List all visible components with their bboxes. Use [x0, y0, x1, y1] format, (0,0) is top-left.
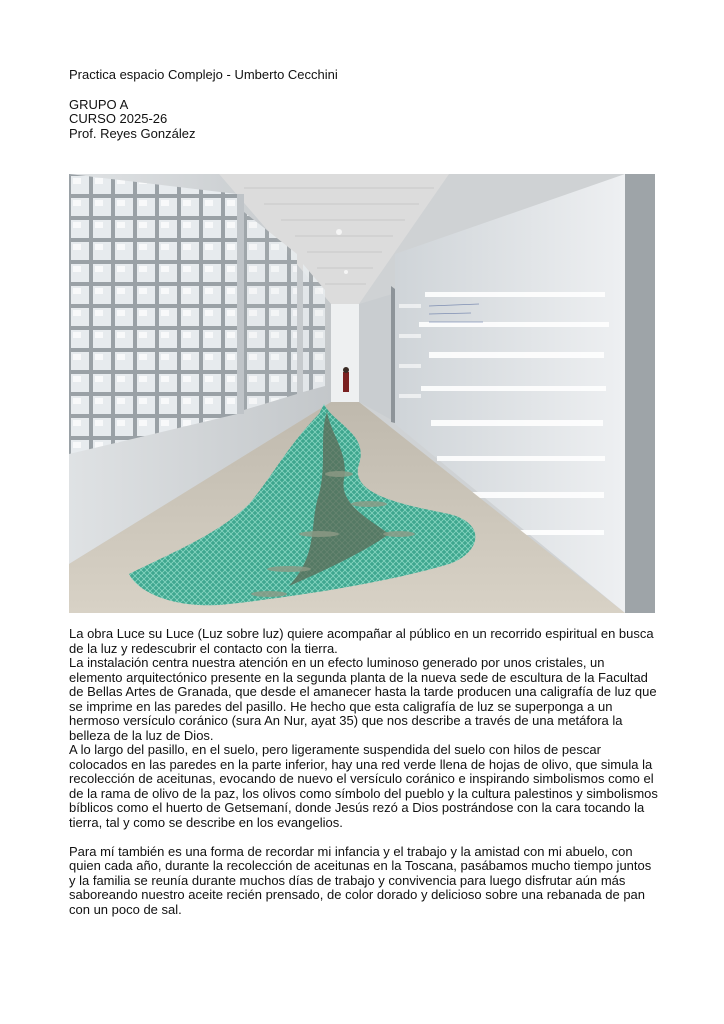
article-body	[69, 627, 661, 917]
document-title: Practica espacio Complejo - Umberto Cecchini	[69, 67, 338, 82]
paragraph-intro: La obra Luce su Luce (Luz sobre luz) quiere acompañar al público en un recorrido espiritual en busca de la luz y redescubrir el contacto con la tierra.	[69, 626, 654, 656]
course-label: CURSO 2025-26	[69, 111, 168, 126]
professor-label: Prof. Reyes González	[69, 125, 196, 141]
corridor-installation-photo	[69, 174, 655, 613]
photo-illustration	[69, 174, 655, 613]
paragraph-installation: La instalación centra nuestra atención en un efecto luminoso generado por unos cristales, un elemento arquitectónico presente en la segunda planta de la nueva sede de escultura de la Facultad de Bellas Artes de Granada, que desde el amanecer hasta la tarde producen una caligrafía de luz que se imprime en las paredes del pasillo. He hecho que esta caligrafía de luz se superponga a un hermoso versículo coránico (sura An Nur, ayat 35) que nos describe a través de una metáfora la belleza de la luz de Dios.	[69, 655, 657, 743]
paragraph-memory: Para mí también es una forma de recordar mi infancia y el trabajo y la amistad con mi abuelo, con quien cada año, durante la recolección de aceitunas en la Toscana, pasábamos mucho tiempo juntos y la familia se reunía durante muchos días de trabajo y convivencia para luego disfrutar aún más saboreando nuestro aceite recién prensado, de color dorado y delicioso sobre una rebanada de pan con un poco de sal.	[69, 843, 652, 917]
group-label: GRUPO A	[69, 96, 129, 112]
document-header	[69, 68, 338, 141]
paragraph-net: A lo largo del pasillo, en el suelo, pero ligeramente suspendida del suelo con hilos de pescar colocados en las paredes en la parte inferior, hay una red verde llena de hojas de olivo, que simula la recolección de aceitunas, evocando de nuevo el versículo coránico e inspirando simbolismos como el de la rama de olivo de la paz, los olivos como símbolo del pueblo y la cultura palestinos y simbolismos bíblicos como el huerto de Getsemaní, donde Jesús rezó a Dios postrándose con la cara tocando la tierra, tal y como se describe en los evangelios.	[69, 742, 658, 830]
